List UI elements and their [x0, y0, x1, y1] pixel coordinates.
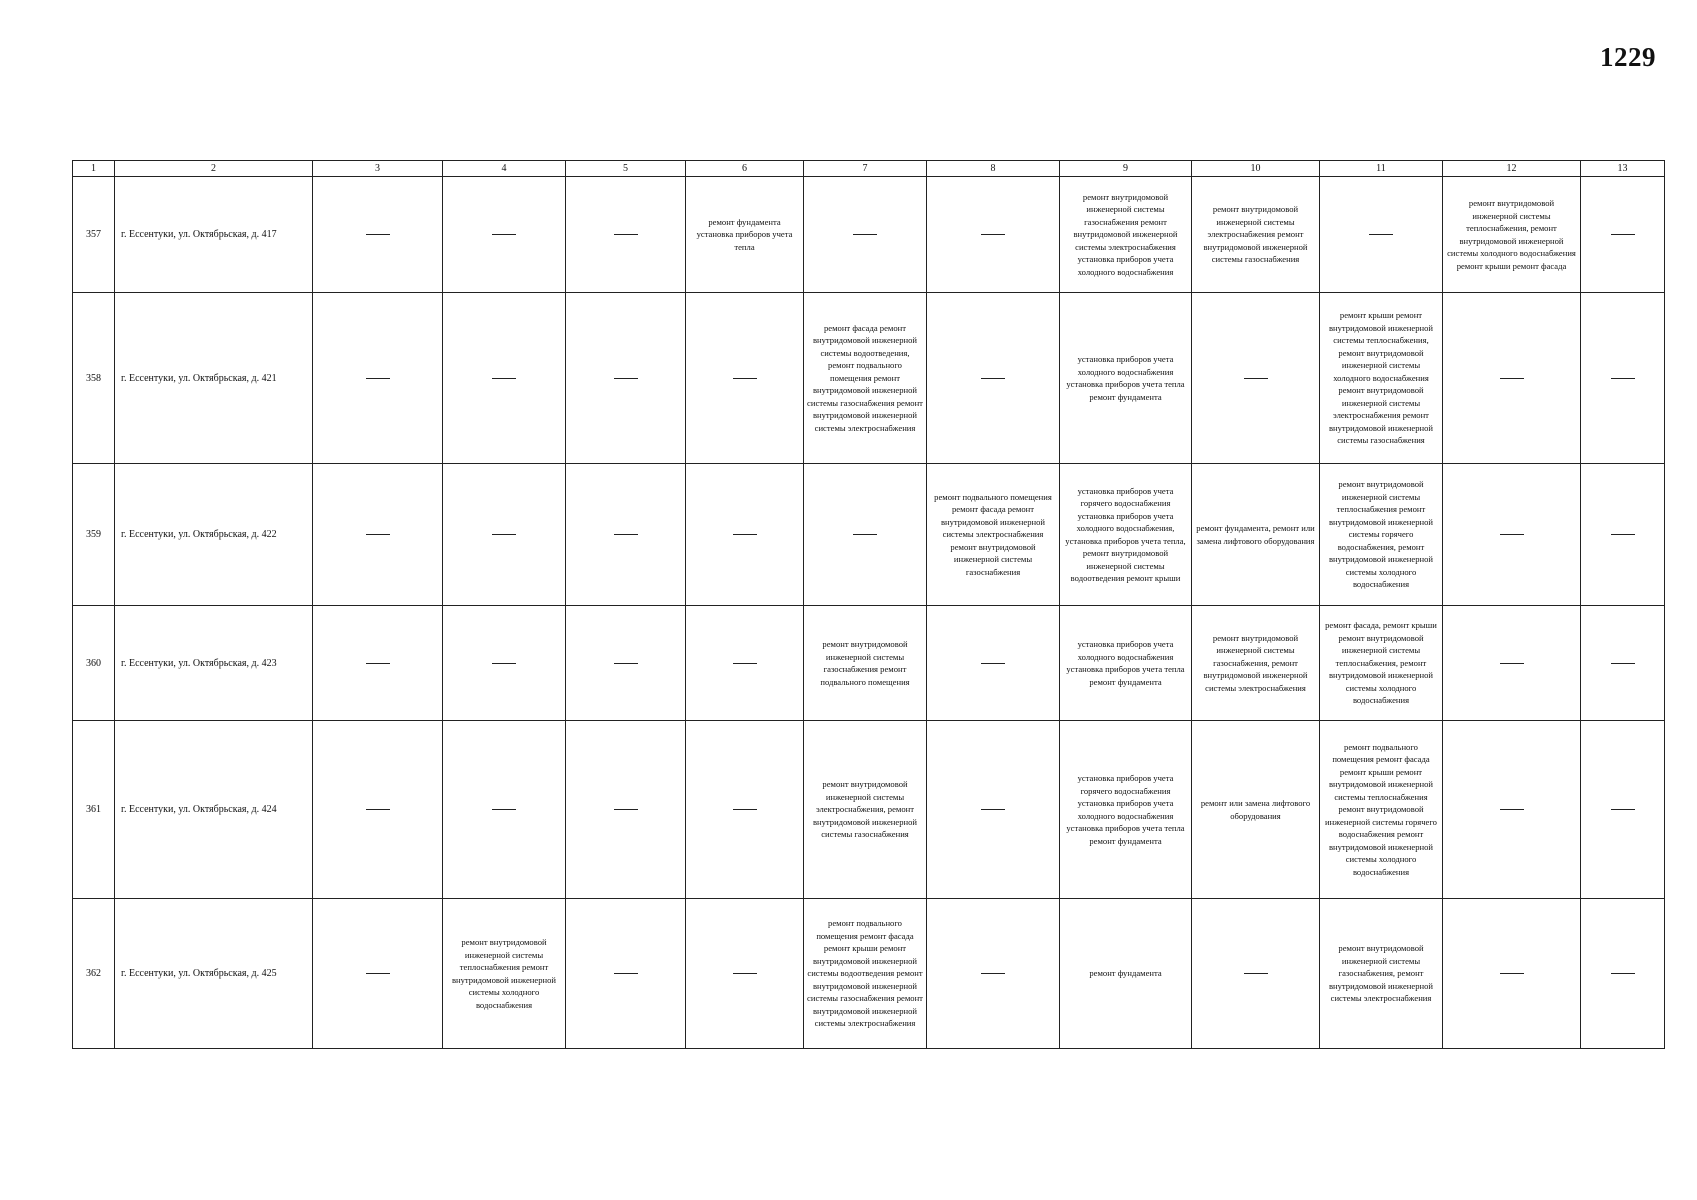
dash-mark: [614, 809, 638, 810]
dash-mark: [1611, 663, 1635, 664]
column-header: 10: [1192, 161, 1320, 177]
dash-mark: [1500, 663, 1524, 664]
dash-mark: [614, 663, 638, 664]
work-cell: ремонт фундамента, ремонт или замена лифтового оборудования: [1192, 464, 1320, 606]
empty-cell: [1192, 293, 1320, 464]
dash-mark: [366, 234, 390, 235]
work-cell: ремонт подвального помещения ремонт фасада ремонт внутридомовой инженерной системы электроснабжения ремонт внутридомовой инженерной системы газоснабжения: [927, 464, 1060, 606]
dash-mark: [1611, 378, 1635, 379]
dash-mark: [366, 378, 390, 379]
address-cell: г. Ессентуки, ул. Октябрьская, д. 422: [115, 464, 313, 606]
work-cell: ремонт внутридомовой инженерной системы газоснабжения, ремонт внутридомовой инженерной системы электроснабжения: [1320, 899, 1443, 1049]
work-cell: ремонт внутридомовой инженерной системы газоснабжения ремонт подвального помещения: [804, 606, 927, 721]
work-cell: ремонт внутридомовой инженерной системы теплоснабжения, ремонт внутридомовой инженерной системы холодного водоснабжения ремонт крыши ремонт фасада: [1443, 177, 1581, 293]
empty-cell: [313, 899, 443, 1049]
empty-cell: [566, 464, 686, 606]
table-body: [73, 177, 1665, 1049]
empty-cell: [927, 899, 1060, 1049]
empty-cell: [313, 177, 443, 293]
dash-mark: [733, 663, 757, 664]
table-row: [73, 899, 1665, 1049]
repair-schedule-table: [72, 160, 1665, 1049]
dash-mark: [1611, 234, 1635, 235]
empty-cell: [686, 293, 804, 464]
column-header: 8: [927, 161, 1060, 177]
empty-cell: [804, 464, 927, 606]
column-header: 3: [313, 161, 443, 177]
dash-mark: [733, 809, 757, 810]
column-header: 6: [686, 161, 804, 177]
table-row: [73, 177, 1665, 293]
column-header: 13: [1581, 161, 1665, 177]
work-cell: ремонт подвального помещения ремонт фасада ремонт крыши ремонт внутридомовой инженерной системы водоотведения ремонт внутридомовой инженерной системы газоснабжения ремонт внутридомовой инженерной системы электроснабжения: [804, 899, 927, 1049]
empty-cell: [443, 606, 566, 721]
empty-cell: [686, 899, 804, 1049]
work-cell: установка приборов учета горячего водоснабжения установка приборов учета холодного водоснабжения установка приборов учета тепла ремонт фундамента: [1060, 721, 1192, 899]
empty-cell: [1581, 721, 1665, 899]
dash-mark: [981, 234, 1005, 235]
column-header: 5: [566, 161, 686, 177]
empty-cell: [313, 721, 443, 899]
column-header: 11: [1320, 161, 1443, 177]
dash-mark: [366, 534, 390, 535]
dash-mark: [1244, 378, 1268, 379]
dash-mark: [614, 973, 638, 974]
dash-mark: [981, 663, 1005, 664]
work-cell: ремонт фасада ремонт внутридомовой инженерной системы водоотведения, ремонт подвального помещения ремонт внутридомовой инженерной системы газоснабжения ремонт внутридомовой инженерной системы электроснабжения: [804, 293, 927, 464]
empty-cell: [566, 293, 686, 464]
row-number: 358: [73, 293, 115, 464]
row-number: 357: [73, 177, 115, 293]
table-row: [73, 721, 1665, 899]
dash-mark: [981, 809, 1005, 810]
empty-cell: [443, 177, 566, 293]
work-cell: ремонт подвального помещения ремонт фасада ремонт крыши ремонт внутридомовой инженерной системы теплоснабжения ремонт внутридомовой инженерной системы горячего водоснабжения ремонт внутридомовой инженерной системы холодного водоснабжения: [1320, 721, 1443, 899]
work-cell: ремонт внутридомовой инженерной системы электроснабжения, ремонт внутридомовой инженерной системы газоснабжения: [804, 721, 927, 899]
dash-mark: [733, 534, 757, 535]
empty-cell: [1581, 606, 1665, 721]
empty-cell: [1192, 899, 1320, 1049]
column-header: 4: [443, 161, 566, 177]
column-header: 1: [73, 161, 115, 177]
page-number: 1229: [1600, 42, 1656, 72]
column-header: 9: [1060, 161, 1192, 177]
row-number: 362: [73, 899, 115, 1049]
work-cell: ремонт внутридомовой инженерной системы теплоснабжения ремонт внутридомовой инженерной системы холодного водоснабжения: [443, 899, 566, 1049]
dash-mark: [981, 378, 1005, 379]
empty-cell: [443, 293, 566, 464]
column-header: 2: [115, 161, 313, 177]
empty-cell: [927, 606, 1060, 721]
empty-cell: [927, 177, 1060, 293]
column-header: 12: [1443, 161, 1581, 177]
row-number: 360: [73, 606, 115, 721]
empty-cell: [1581, 464, 1665, 606]
address-cell: г. Ессентуки, ул. Октябрьская, д. 425: [115, 899, 313, 1049]
dash-mark: [614, 234, 638, 235]
empty-cell: [804, 177, 927, 293]
dash-mark: [1500, 378, 1524, 379]
table-row: [73, 293, 1665, 464]
dash-mark: [366, 809, 390, 810]
address-cell: г. Ессентуки, ул. Октябрьская, д. 423: [115, 606, 313, 721]
empty-cell: [927, 293, 1060, 464]
dash-mark: [1500, 809, 1524, 810]
empty-cell: [1581, 177, 1665, 293]
empty-cell: [1320, 177, 1443, 293]
dash-mark: [1611, 534, 1635, 535]
dash-mark: [492, 809, 516, 810]
dash-mark: [853, 534, 877, 535]
work-cell: ремонт внутридомовой инженерной системы теплоснабжения ремонт внутридомовой инженерной системы горячего водоснабжения, ремонт внутридомовой инженерной системы холодного водоснабжения: [1320, 464, 1443, 606]
empty-cell: [313, 606, 443, 721]
empty-cell: [1581, 293, 1665, 464]
dash-mark: [366, 663, 390, 664]
empty-cell: [1443, 606, 1581, 721]
dash-mark: [733, 378, 757, 379]
address-cell: г. Ессентуки, ул. Октябрьская, д. 417: [115, 177, 313, 293]
work-cell: установка приборов учета холодного водоснабжения установка приборов учета тепла ремонт фундамента: [1060, 606, 1192, 721]
dash-mark: [733, 973, 757, 974]
dash-mark: [1611, 809, 1635, 810]
empty-cell: [1443, 293, 1581, 464]
dash-mark: [366, 973, 390, 974]
empty-cell: [566, 899, 686, 1049]
dash-mark: [853, 234, 877, 235]
work-cell: установка приборов учета горячего водоснабжения установка приборов учета холодного водоснабжения, установка приборов учета тепла, ремонт внутридомовой инженерной системы водоотведения ремонт крыши: [1060, 464, 1192, 606]
dash-mark: [1611, 973, 1635, 974]
address-cell: г. Ессентуки, ул. Октябрьская, д. 424: [115, 721, 313, 899]
row-number: 361: [73, 721, 115, 899]
empty-cell: [566, 721, 686, 899]
work-cell: ремонт внутридомовой инженерной системы электроснабжения ремонт внутридомовой инженерной системы газоснабжения: [1192, 177, 1320, 293]
empty-cell: [1443, 899, 1581, 1049]
column-header: 7: [804, 161, 927, 177]
empty-cell: [1443, 464, 1581, 606]
work-cell: ремонт фундамента установка приборов учета тепла: [686, 177, 804, 293]
dash-mark: [1244, 973, 1268, 974]
work-cell: установка приборов учета холодного водоснабжения установка приборов учета тепла ремонт фундамента: [1060, 293, 1192, 464]
empty-cell: [566, 177, 686, 293]
dash-mark: [492, 663, 516, 664]
empty-cell: [313, 464, 443, 606]
work-cell: ремонт фасада, ремонт крыши ремонт внутридомовой инженерной системы теплоснабжения, ремонт внутридомовой инженерной системы холодного водоснабжения: [1320, 606, 1443, 721]
row-number: 359: [73, 464, 115, 606]
column-number-row: [73, 161, 1665, 177]
empty-cell: [566, 606, 686, 721]
empty-cell: [443, 464, 566, 606]
work-cell: ремонт или замена лифтового оборудования: [1192, 721, 1320, 899]
dash-mark: [614, 534, 638, 535]
empty-cell: [1581, 899, 1665, 1049]
dash-mark: [1369, 234, 1393, 235]
empty-cell: [1443, 721, 1581, 899]
dash-mark: [1500, 534, 1524, 535]
empty-cell: [313, 293, 443, 464]
work-cell: ремонт крыши ремонт внутридомовой инженерной системы теплоснабжения, ремонт внутридомовой инженерной системы холодного водоснабжения ремонт внутридомовой инженерной системы электроснабжения ремонт внутридомовой инженерной системы газоснабжения: [1320, 293, 1443, 464]
empty-cell: [686, 464, 804, 606]
dash-mark: [981, 973, 1005, 974]
dash-mark: [614, 378, 638, 379]
empty-cell: [927, 721, 1060, 899]
dash-mark: [492, 534, 516, 535]
table-row: [73, 464, 1665, 606]
dash-mark: [492, 234, 516, 235]
empty-cell: [686, 606, 804, 721]
empty-cell: [686, 721, 804, 899]
dash-mark: [492, 378, 516, 379]
address-cell: г. Ессентуки, ул. Октябрьская, д. 421: [115, 293, 313, 464]
work-cell: ремонт фундамента: [1060, 899, 1192, 1049]
work-cell: ремонт внутридомовой инженерной системы газоснабжения, ремонт внутридомовой инженерной системы электроснабжения: [1192, 606, 1320, 721]
work-cell: ремонт внутридомовой инженерной системы газоснабжения ремонт внутридомовой инженерной системы электроснабжения установка приборов учета холодного водоснабжения: [1060, 177, 1192, 293]
empty-cell: [443, 721, 566, 899]
table-row: [73, 606, 1665, 721]
dash-mark: [1500, 973, 1524, 974]
